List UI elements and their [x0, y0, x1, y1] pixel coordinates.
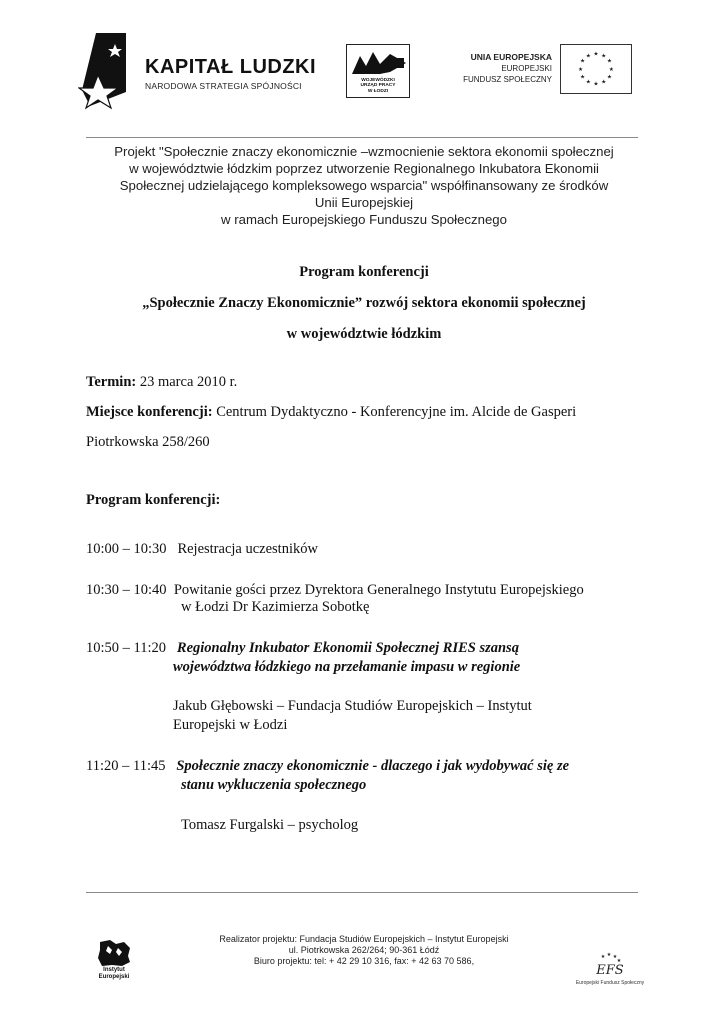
- program-item: [86, 758, 569, 775]
- svg-text:★: ★: [593, 51, 599, 58]
- svg-text:★: ★: [601, 53, 607, 60]
- program-time: 10:00 – 10:30: [86, 541, 167, 557]
- svg-text:★: ★: [600, 954, 606, 960]
- project-line: Społecznej udzielającego kompleksowego wsparcia" współfinansowany ze środków: [119, 178, 609, 193]
- program-title-cont: województwa łódzkiego na przełamanie impasu w regionie: [173, 659, 521, 675]
- program-item: [86, 541, 318, 558]
- svg-text:★: ★: [616, 958, 622, 964]
- footer-divider: [86, 892, 638, 893]
- wup-line: WOJEWÓDZKI: [361, 78, 395, 83]
- program-item: [86, 640, 519, 657]
- svg-text:★: ★: [593, 81, 599, 88]
- footer-line-1: Realizator projektu: Fundacja Studiów Europejskich – Instytut Europejski: [219, 934, 509, 944]
- svg-text:★: ★: [612, 954, 618, 960]
- wup-line: W ŁODZI: [367, 88, 389, 94]
- svg-text:★: ★: [579, 58, 586, 65]
- program-time: 11:20 – 11:45: [86, 758, 166, 774]
- termin-row: [86, 374, 237, 391]
- project-line: w ramach Europejskiego Funduszu Społecznego: [221, 212, 507, 227]
- program-title-cont: w Łodzi Dr Kazimierza Sobotkę: [181, 599, 370, 615]
- wup-line: URZĄD PRACY: [360, 83, 396, 89]
- eu-line-1: UNIA EUROPEJSKA: [470, 52, 552, 62]
- svg-text:★: ★: [606, 74, 613, 81]
- ie-logo-line: Instytut: [103, 967, 125, 973]
- program-item: [86, 582, 584, 599]
- kapital-ludzki-title: KAPITAŁ LUDZKI: [145, 56, 317, 78]
- program-speaker-cont: Europejski w Łodzi: [173, 717, 288, 733]
- program-time: 10:30 – 10:40: [86, 582, 167, 598]
- footer-line-2: ul. Piotrkowska 262/264; 90-361 Łódź: [288, 945, 440, 955]
- project-description: [86, 143, 642, 228]
- program-speaker: Tomasz Furgalski – psycholog: [181, 817, 359, 833]
- ie-logo-line: Europejski: [98, 974, 130, 980]
- svg-text:★: ★: [608, 66, 614, 73]
- svg-text:★: ★: [585, 79, 591, 86]
- svg-text:★: ★: [579, 74, 586, 81]
- header-divider: [86, 137, 638, 138]
- wup-logo-text: [346, 78, 410, 94]
- eu-line-3: FUNDUSZ SPOŁECZNY: [463, 75, 552, 84]
- eu-text-block: [456, 52, 552, 85]
- heading-line-3: w województwie łódzkim: [286, 326, 442, 342]
- svg-text:★: ★: [578, 66, 584, 73]
- svg-text:★: ★: [601, 79, 607, 86]
- heading-line-2: „Społecznie Znaczy Ekonomicznie” rozwój sektora ekonomii społecznej: [142, 295, 586, 311]
- miejsce-label: Miejsce konferencji:: [86, 404, 213, 420]
- svg-text:★: ★: [606, 952, 612, 958]
- program-label: Program konferencji:: [86, 492, 221, 508]
- ie-logo-text: [84, 967, 144, 981]
- footer-contact: [140, 934, 588, 967]
- address: Piotrkowska 258/260: [86, 434, 210, 450]
- program-title: Powitanie gości przez Dyrektora Generalnego Instytutu Europejskiego: [173, 582, 584, 598]
- project-line: Unii Europejskiej: [314, 195, 414, 210]
- svg-text:★: ★: [585, 53, 591, 60]
- miejsce-value: Centrum Dydaktyczno - Konferencyjne im. Alcide de Gasperi: [212, 404, 577, 420]
- program-title-cont: stanu wykluczenia społecznego: [181, 777, 367, 793]
- program-time: 10:50 – 11:20: [86, 640, 167, 656]
- project-line: Projekt "Społecznie znaczy ekonomicznie –wzmocnienie sektora ekonomii społecznej: [114, 144, 614, 159]
- eu-flag-icon: [560, 44, 632, 94]
- program-speaker: Jakub Głębowski – Fundacja Studiów Europejskich – Instytut: [173, 698, 532, 714]
- miejsce-row: [86, 404, 576, 421]
- program-title: Rejestracja uczestników: [177, 541, 318, 557]
- svg-text:EFS: EFS: [596, 963, 624, 978]
- svg-text:★: ★: [606, 58, 613, 65]
- kapital-ludzki-subtitle: NARODOWA STRATEGIA SPÓJNOŚCI: [145, 81, 302, 91]
- eu-line-2: EUROPEJSKI: [501, 64, 552, 73]
- program-title: Społecznie znaczy ekonomicznie - dlaczego i jak wydobywać się ze: [176, 758, 570, 774]
- efs-logo: [575, 952, 645, 992]
- termin-value: 23 marca 2010 r.: [136, 374, 238, 390]
- efs-logo-text: Europejski Fundusz Społeczny: [575, 980, 645, 986]
- footer-line-3: Biuro projektu: tel: + 42 29 10 316, fax: + 42 63 70 586,: [253, 956, 475, 966]
- program-title: Regionalny Inkubator Ekonomii Społecznej RIES szansą: [176, 640, 519, 656]
- project-line: w województwie łódzkim poprzez utworzenie Regionalnego Inkubatora Ekonomii: [129, 161, 599, 176]
- heading-line-1: Program konferencji: [299, 264, 429, 280]
- termin-label: Termin:: [86, 374, 137, 390]
